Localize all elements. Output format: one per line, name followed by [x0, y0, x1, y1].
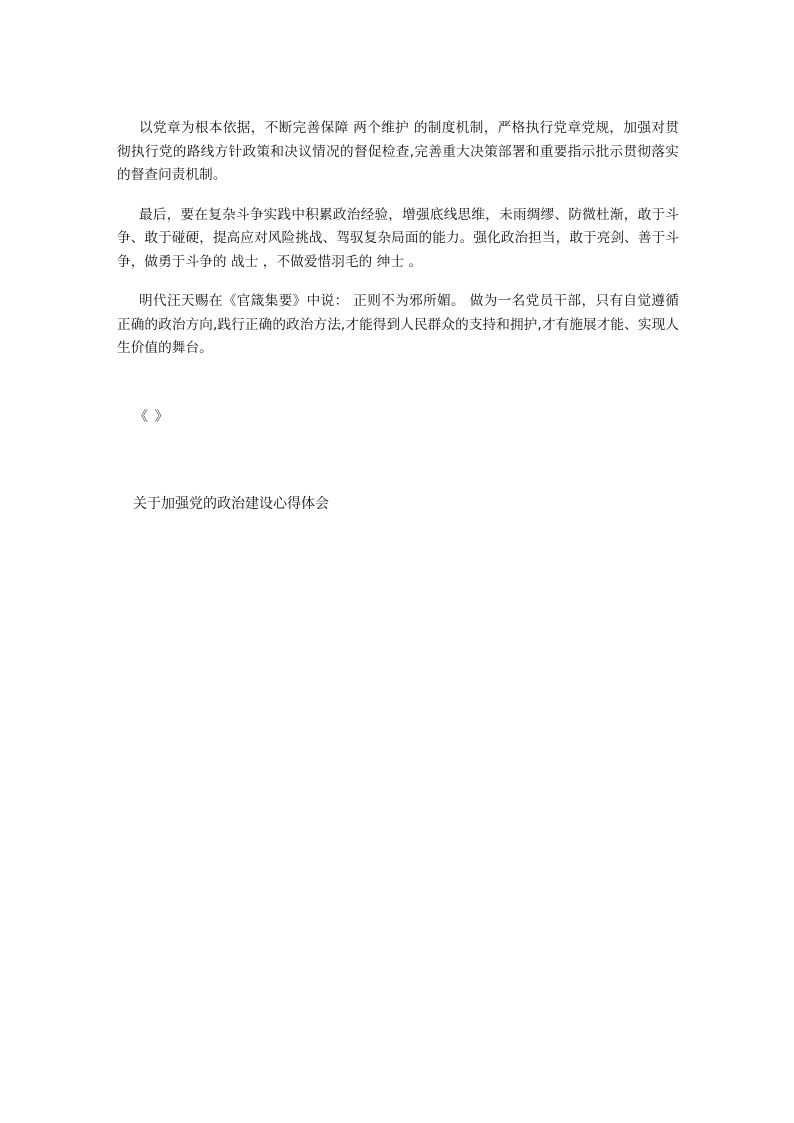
paragraph-3: 明代汪天赐在《官箴集要》中说： 正则不为邪所媚。 做为一名党员干部，只有自觉遵循正确的政治方向,践行正确的政治方法,才能得到人民群众的支持和拥护,才有施展才能、实现人生价值的舞台。	[117, 293, 679, 356]
related-article-title: 关于加强党的政治建设心得体会	[133, 496, 329, 512]
document-body	[117, 117, 679, 361]
guillemet-nav-mark: 《 》	[134, 409, 170, 425]
paragraph-2: 最后，要在复杂斗争实践中积累政治经验，增强底线思维，未雨绸缪、防微杜渐，敢于斗争、敢于碰硬，提高应对风险挑战、驾驭复杂局面的能力。强化政治担当，敢于亮剑、善于斗争，做勇于斗争的 战士 ，不做爱惜羽毛的 绅士 。	[117, 206, 679, 270]
paragraph-1: 以党章为根本依据，不断完善保障 两个维护 的制度机制，严格执行党章党规，加强对贯彻执行党的路线方针政策和决议情况的督促检查,完善重大决策部署和重要指示批示贯彻落实的督查问责机制。	[117, 120, 679, 183]
